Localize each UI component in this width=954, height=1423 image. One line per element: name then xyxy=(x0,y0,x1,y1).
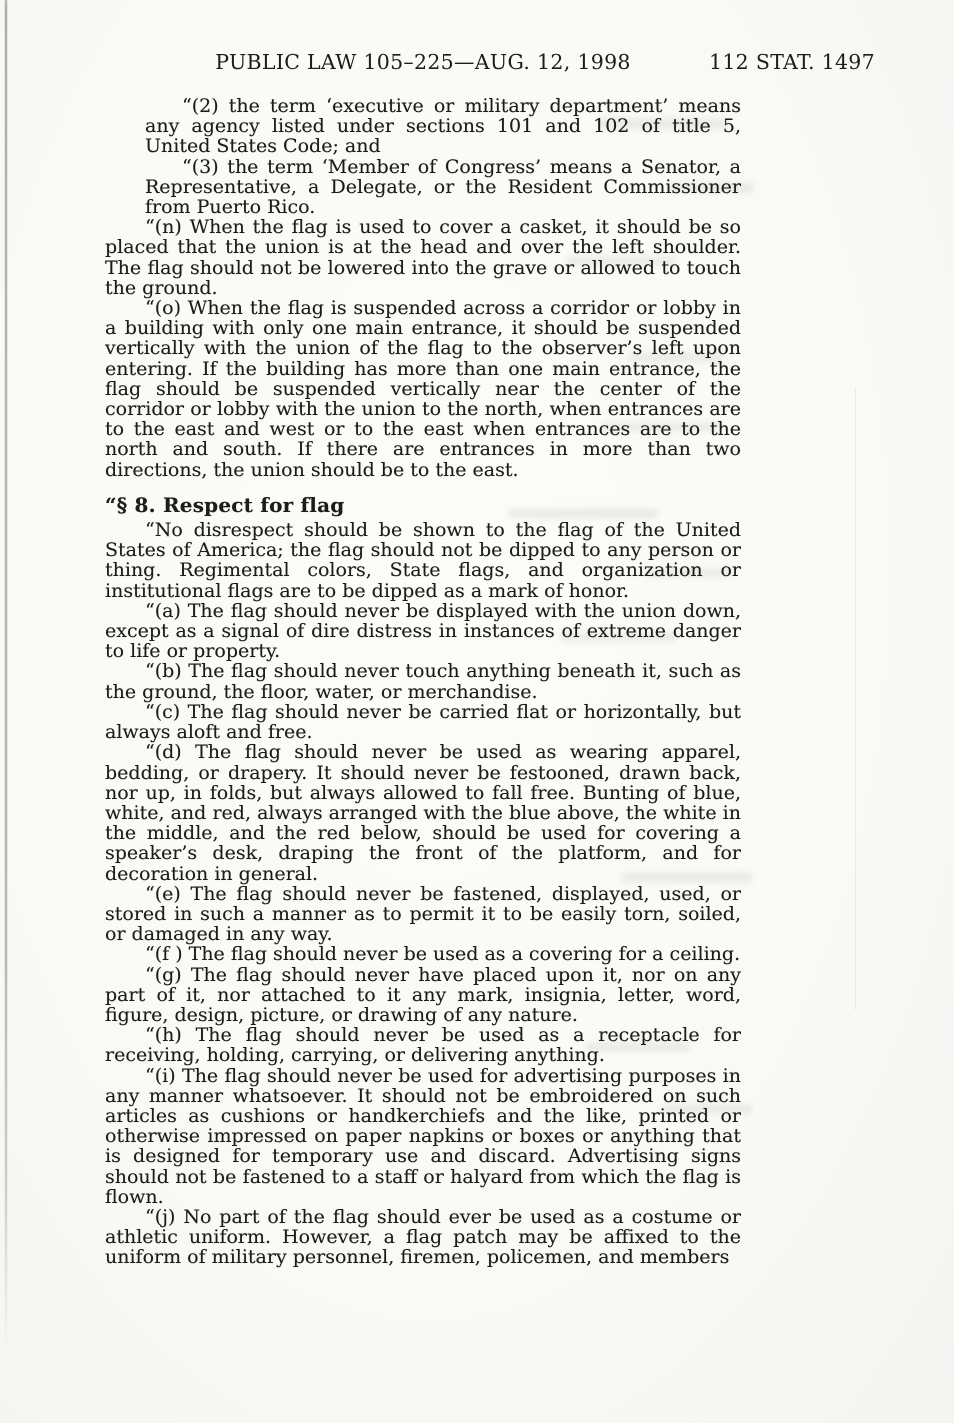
statute-subsection-f: “(f ) The flag should never be used as a covering for a ceiling. xyxy=(145,943,741,966)
statute-subsection-n: “(n) When the flag is used to cover a casket, it should be so placed that the union is at the head and over the left shoulder. The flag should not be lowered into the grave or allowed to touch the ground. xyxy=(105,216,741,299)
statute-subsection-d: “(d) The flag should never be used as wearing apparel, bedding, or drapery. It should never be festooned, drawn back, nor up, in folds, but always allowed to fall free. Bunting of blue, white, and red, always arranged with the blue above, the white in the middle, and the red below, should be used for covering a speaker’s desk, draping the front of the platform, and for decoration in general. xyxy=(105,741,741,885)
statute-clause-3: “(3) the term ‘Member of Congress’ means a Senator, a Representative, a Delegate, or the Resident Commissioner from Puerto Rico. xyxy=(145,155,741,219)
statute-subsection-c: “(c) The flag should never be carried flat or horizontally, but always aloft and free. xyxy=(105,700,741,744)
section-8-intro: “No disrespect should be shown to the flag of the United States of America; the flag should not be dipped to any person or thing. Regimental colors, State flags, and organization or institutional flags are to be dipped as a mark of honor. xyxy=(105,519,741,602)
scan-edge-artifact xyxy=(5,0,7,1352)
statute-subsection-e: “(e) The flag should never be fastened, displayed, used, or stored in such a manner as to permit it to be easily torn, soiled, or damaged in any way. xyxy=(105,882,741,946)
statute-clause-2: “(2) the term ‘executive or military department’ means any agency listed under sections 101 and 102 of title 5, United States Code; and xyxy=(145,95,741,158)
statute-subsection-h: “(h) The flag should never be used as a receptacle for receiving, holding, carrying, or delivering anything. xyxy=(105,1024,741,1067)
statute-text-column xyxy=(105,96,741,1268)
statute-subsection-a: “(a) The flag should never be displayed with the union down, except as a signal of dire distress in instances of extreme danger to life or property. xyxy=(105,599,741,663)
statute-subsection-j: “(j) No part of the flag should ever be used as a costume or athletic uniform. However, a flag patch may be affixed to the uniform of military personnel, firemen, policemen, and members xyxy=(105,1205,741,1269)
statute-subsection-o: “(o) When the flag is suspended across a corridor or lobby in a building with only one main entrance, it should be suspended vertically with the union of the flag to the observer’s left upon entering. If the building has more than one main entrance, the flag should be suspended vertically near the center of the corridor or lobby with the union to the north, when entrances are to the east and west or to the east when entrances are to the north and south. If there are entrances in more than two directions, the union should be to the east. xyxy=(105,297,741,481)
section-8-heading: “§ 8. Respect for flag xyxy=(105,492,345,517)
statute-subsection-b: “(b) The flag should never touch anything beneath it, such as the ground, the floor, water, or merchandise. xyxy=(105,660,741,703)
running-head-law-title: PUBLIC LAW 105–225—AUG. 12, 1998 xyxy=(215,50,631,74)
statute-subsection-i: “(i) The flag should never be used for advertising purposes in any manner whatsoever. It should not be embroidered on such articles as cushions or handkerchiefs and the like, printed or otherwise impressed on paper napkins or boxes or anything that is designed for temporary use and discard. Advertising signs should not be fastened to a staff or halyard from which the flag is flown. xyxy=(105,1064,741,1208)
running-head-stat-citation: 112 STAT. 1497 xyxy=(709,50,875,74)
scan-line-artifact xyxy=(855,388,856,1010)
running-head xyxy=(105,50,875,76)
statute-subsection-g: “(g) The flag should never have placed upon it, nor on any part of it, nor attached to it any mark, insignia, letter, word, figure, design, picture, or drawing of any nature. xyxy=(105,963,741,1026)
